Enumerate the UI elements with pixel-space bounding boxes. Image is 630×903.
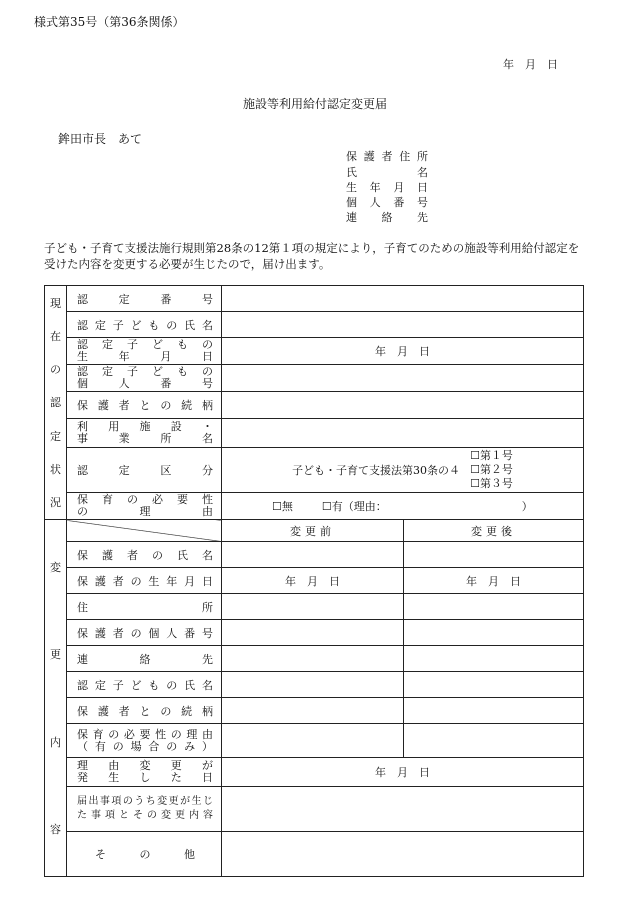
applicant-birth-label: 生年月日: [346, 181, 428, 194]
current-status-side-label: 現 在 の 認 定 状 況: [45, 286, 67, 520]
change-address-before[interactable]: [222, 594, 404, 620]
category-label: 認定区分: [67, 448, 222, 493]
change-guardian-name-before[interactable]: [222, 542, 404, 568]
necessity-field: [222, 493, 584, 520]
change-other-field[interactable]: [222, 832, 584, 877]
change-guardian-birth-label: 保護者の生年月日: [67, 568, 222, 594]
facility-field[interactable]: [222, 419, 584, 448]
change-guardian-id-after[interactable]: [404, 620, 584, 646]
cert-number-label: 認定番号: [67, 286, 222, 312]
child-name-field[interactable]: [222, 312, 584, 338]
change-necessity-before[interactable]: [222, 724, 404, 758]
change-notice-field[interactable]: [222, 787, 584, 832]
form-table: [44, 285, 584, 877]
change-relation-label: 保護者との続柄: [67, 698, 222, 724]
change-content-side-label: 変 更 内 容: [45, 520, 67, 877]
category-option-1[interactable]: ☐ 第１号: [470, 449, 513, 463]
child-id-field[interactable]: [222, 365, 584, 392]
applicant-name-label: 氏名: [346, 166, 428, 179]
form-number: 様式第35号（第36条関係）: [34, 15, 185, 29]
necessity-close-paren: ）: [521, 500, 533, 513]
child-name-label: 認定子どもの氏名: [67, 312, 222, 338]
category-options: [470, 449, 513, 491]
facility-label: 利用施設・ 事業所名: [67, 419, 222, 448]
change-necessity-after[interactable]: [404, 724, 584, 758]
change-contact-after[interactable]: [404, 646, 584, 672]
category-option-2[interactable]: ☐ 第２号: [470, 463, 513, 477]
change-child-name-label: 認定子どもの氏名: [67, 672, 222, 698]
relation-field[interactable]: [222, 392, 584, 419]
change-guardian-birth-after[interactable]: 年 月 日: [404, 568, 584, 594]
relation-label: 保護者との続柄: [67, 392, 222, 419]
change-relation-before[interactable]: [222, 698, 404, 724]
child-birth-field[interactable]: 年 月 日: [222, 338, 584, 365]
category-option-3[interactable]: ☐ 第３号: [470, 477, 513, 491]
necessity-none-checkbox[interactable]: ☐ 無: [272, 500, 293, 513]
change-address-label: 住所: [67, 594, 222, 620]
change-guardian-id-label: 保護者の個人番号: [67, 620, 222, 646]
change-other-label: その他: [67, 832, 222, 877]
change-child-name-after[interactable]: [404, 672, 584, 698]
category-field: [222, 448, 584, 493]
necessity-yes-checkbox[interactable]: ☐ 有（理由：: [322, 500, 387, 513]
applicant-contact-label: 連絡先: [346, 211, 428, 224]
change-guardian-name-label: 保護者の氏名: [67, 542, 222, 568]
category-law-text: 子ども・子育て支援法第30条の４: [292, 464, 461, 477]
body-text: 子ども・子育て支援法施行規則第28条の12第１項の規定により，子育てのための施設等利用給付認定を受けた内容を変更する必要が生じたので，届け出ます。: [44, 241, 580, 271]
cert-number-field[interactable]: [222, 286, 584, 312]
change-date-field[interactable]: 年 月 日: [222, 758, 584, 787]
before-change-header: 変更前: [222, 520, 404, 542]
change-date-label: 理由変更が 発生した日: [67, 758, 222, 787]
change-notice-label: 届出事項のうち変更が生じ た事項とその変更内容: [67, 787, 222, 832]
document-title: 施設等利用給付認定変更届: [242, 97, 387, 111]
after-change-header: 変更後: [404, 520, 584, 542]
child-birth-label: 認定子どもの 生年月日: [67, 338, 222, 365]
change-contact-before[interactable]: [222, 646, 404, 672]
change-necessity-label: 保育の必要性の理由 （有の場合のみ）: [67, 724, 222, 758]
addressee: 鉾田市長 あて: [58, 132, 143, 146]
change-child-name-before[interactable]: [222, 672, 404, 698]
child-id-label: 認定子どもの 個人番号: [67, 365, 222, 392]
change-guardian-birth-before[interactable]: 年 月 日: [222, 568, 404, 594]
applicant-id-label: 個人番号: [346, 196, 428, 209]
change-address-after[interactable]: [404, 594, 584, 620]
change-contact-label: 連絡先: [67, 646, 222, 672]
submission-date: 年 月 日: [503, 58, 558, 71]
necessity-label: 保育の必要性 の理由: [67, 493, 222, 520]
diagonal-header-cell: [67, 520, 222, 542]
change-relation-after[interactable]: [404, 698, 584, 724]
change-guardian-name-after[interactable]: [404, 542, 584, 568]
change-guardian-id-before[interactable]: [222, 620, 404, 646]
applicant-address-label: 保護者住所: [346, 150, 428, 163]
